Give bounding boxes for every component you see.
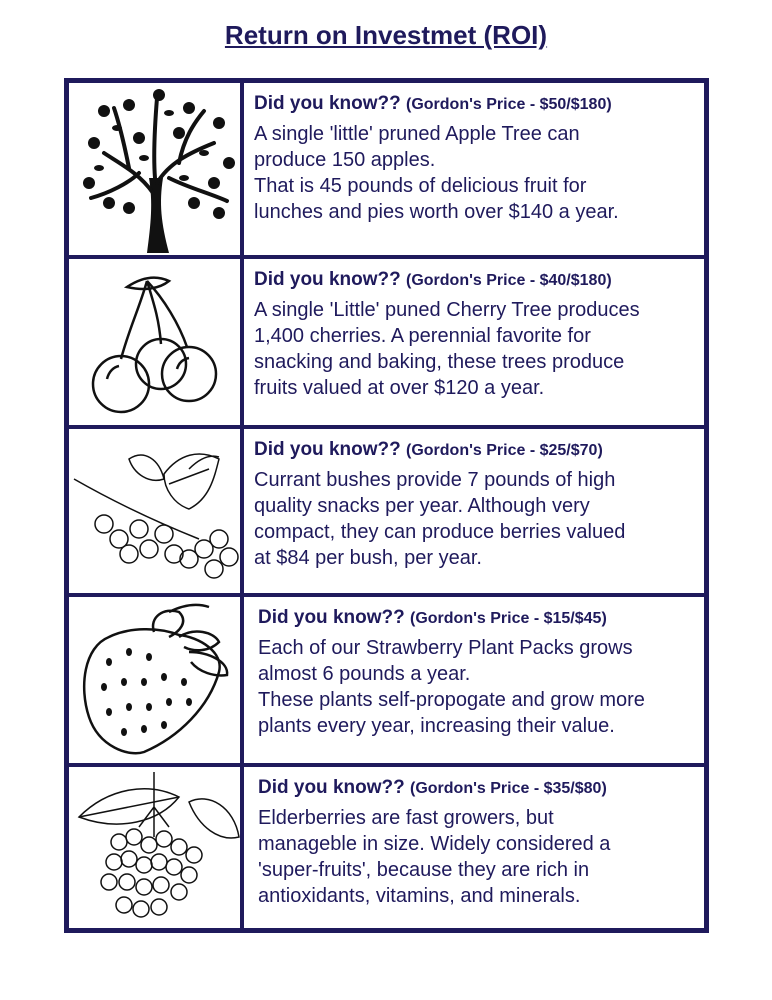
roi-text-cherry: [254, 259, 698, 425]
heading-label: Did you know??: [258, 607, 405, 628]
roi-row-currant: [69, 425, 704, 593]
fact-line: A single 'Little' puned Cherry Tree produces: [254, 299, 640, 321]
fact-line: quality snacks per year. Although very: [254, 495, 590, 517]
price-label: (Gordon's Price - $25/$70): [406, 442, 603, 459]
fact-line: 1,400 cherries. A perennial favorite for: [254, 325, 591, 347]
roi-text-apple: [254, 83, 698, 255]
roi-row-apple: [69, 83, 704, 255]
fact-text: [254, 297, 698, 401]
fact-line: produce 150 apples.: [254, 149, 436, 171]
fact-line: That is 45 pounds of delicious fruit for: [254, 175, 587, 197]
roi-text-currant: [254, 429, 698, 593]
heading-label: Did you know??: [254, 93, 401, 114]
heading-label: Did you know??: [254, 439, 401, 460]
price-label: (Gordon's Price - $35/$80): [410, 780, 607, 797]
fact-line: fruits valued at over $120 a year.: [254, 377, 545, 399]
fact-line: almost 6 pounds a year.: [258, 663, 471, 685]
roi-text-strawberry: [258, 597, 698, 763]
roi-row-cherry: [69, 255, 704, 425]
price-label: (Gordon's Price - $40/$180): [406, 272, 612, 289]
roi-row-strawberry: [69, 593, 704, 763]
fact-line: compact, they can produce berries valued: [254, 521, 626, 543]
fact-line: Elderberries are fast growers, but: [258, 807, 554, 829]
fact-text: [254, 467, 698, 571]
fact-line: A single 'little' pruned Apple Tree can: [254, 123, 580, 145]
apple-tree-icon: [69, 83, 244, 255]
fact-line: Currant bushes provide 7 pounds of high: [254, 469, 616, 491]
roi-text-elderberry: [258, 767, 698, 928]
fact-line: at $84 per bush, per year.: [254, 547, 482, 569]
did-you-know-heading: [254, 439, 698, 461]
did-you-know-heading: [254, 93, 698, 115]
fact-line: antioxidants, vitamins, and minerals.: [258, 885, 581, 907]
fact-line: 'super-fruits', because they are rich in: [258, 859, 590, 881]
fact-text: [258, 805, 698, 909]
strawberry-icon: [69, 597, 244, 763]
roi-row-elderberry: [69, 763, 704, 928]
price-label: (Gordon's Price - $50/$180): [406, 96, 612, 113]
roi-table: [64, 78, 709, 933]
did-you-know-heading: [258, 777, 698, 799]
page-title: Return on Investmet (ROI): [224, 20, 548, 50]
heading-label: Did you know??: [258, 777, 405, 798]
cherries-icon: [69, 259, 244, 425]
did-you-know-heading: [258, 607, 698, 629]
currant-branch-icon: [69, 429, 244, 593]
elderberry-icon: [69, 767, 244, 928]
fact-line: These plants self-propogate and grow more: [258, 689, 645, 711]
fact-line: snacking and baking, these trees produce: [254, 351, 625, 373]
heading-label: Did you know??: [254, 269, 401, 290]
fact-line: plants every year, increasing their value.: [258, 715, 615, 737]
did-you-know-heading: [254, 269, 698, 291]
fact-line: manageble in size. Widely considered a: [258, 833, 611, 855]
fact-line: lunches and pies worth over $140 a year.: [254, 201, 619, 223]
price-label: (Gordon's Price - $15/$45): [410, 610, 607, 627]
fact-line: Each of our Strawberry Plant Packs grows: [258, 637, 633, 659]
fact-text: [258, 635, 698, 739]
fact-text: [254, 121, 698, 225]
